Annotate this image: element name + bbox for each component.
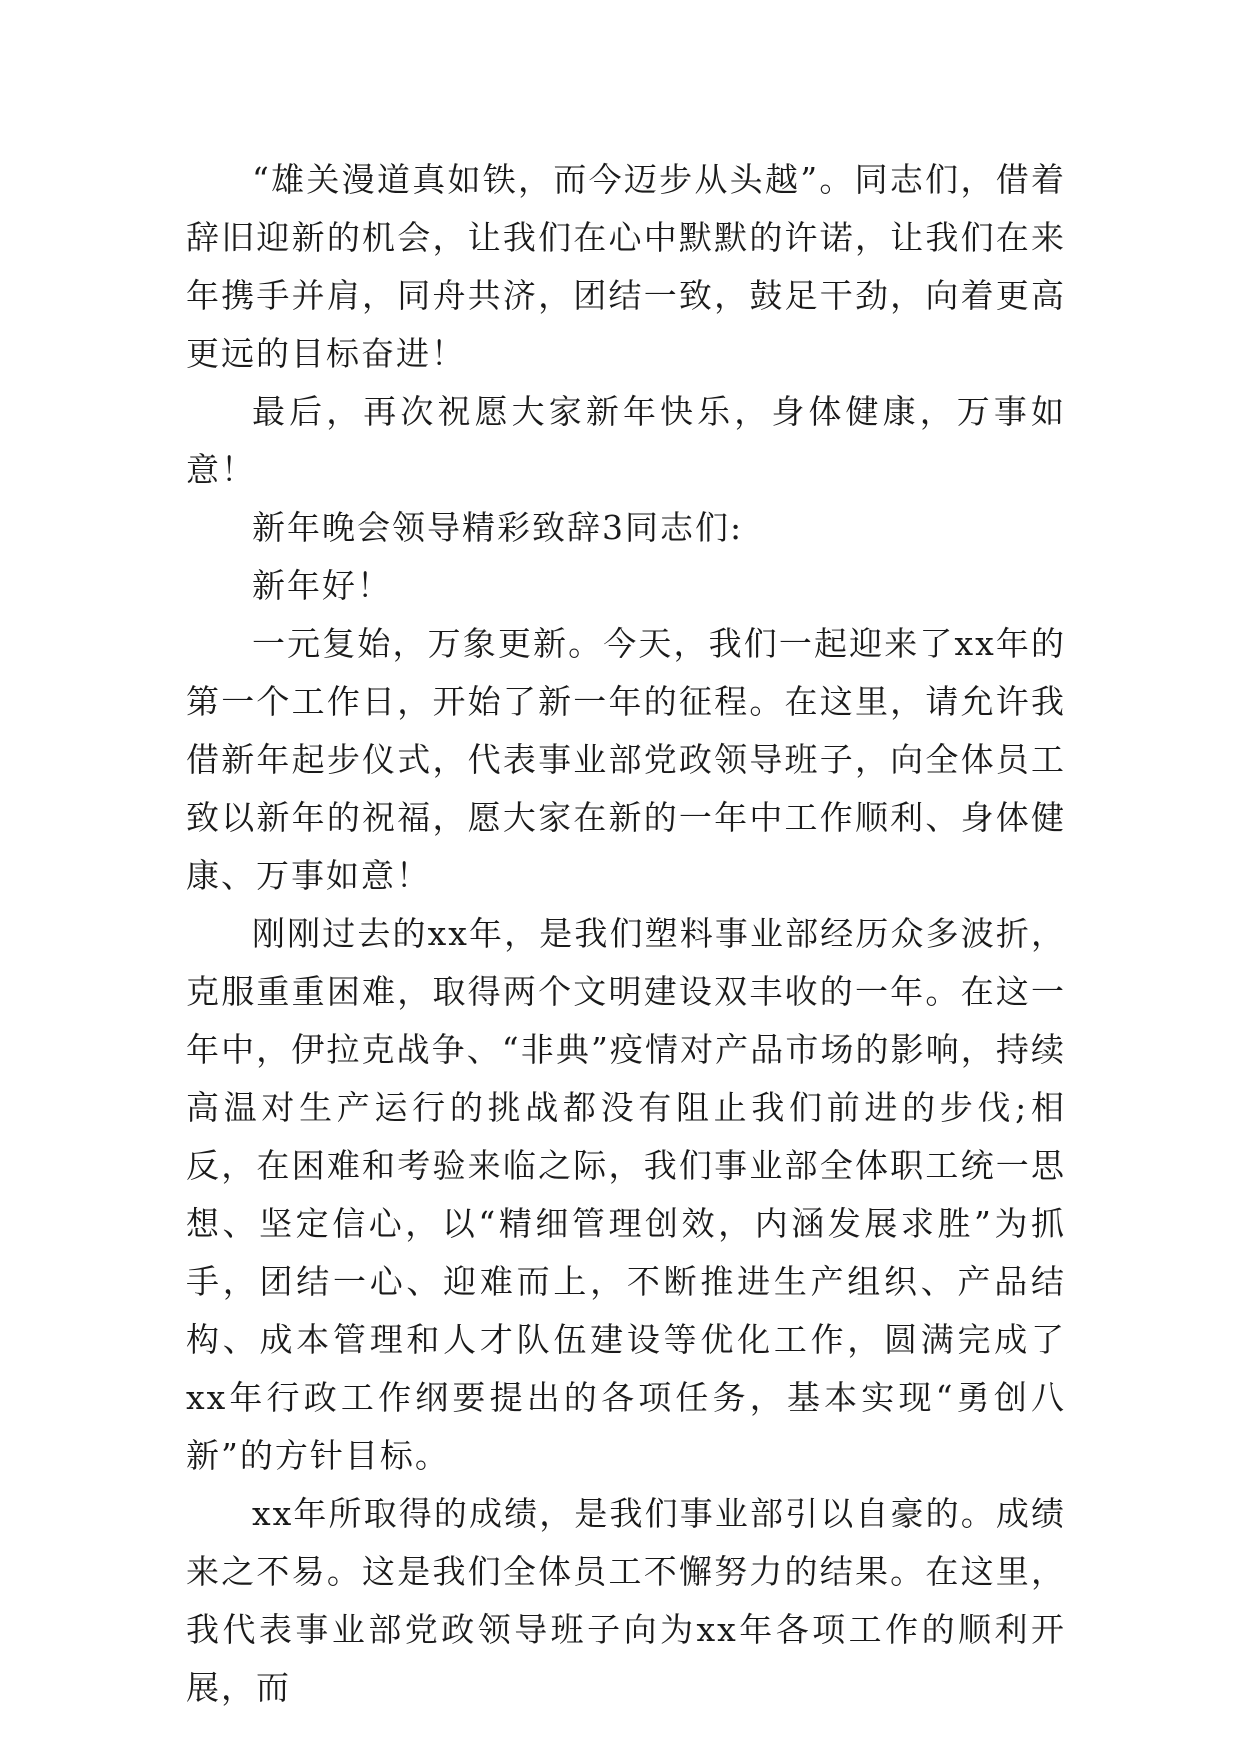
document-body	[186, 151, 1066, 1717]
paragraph-speech-heading: 新年晚会领导精彩致辞3同志们:	[252, 508, 744, 547]
paragraph-quote-opening: “雄关漫道真如铁，而今迈步从头越”。同志们，借着辞旧迎新的机会，让我们在心中默默的许诺，让我们在来年携手并肩，同舟共济，团结一致，鼓足干劲，向着更高更远的目标奋进！	[186, 160, 1066, 373]
paragraph-greeting: 新年好！	[252, 566, 392, 605]
paragraph-achievements: xx年所取得的成绩，是我们事业部引以自豪的。成绩来之不易。这是我们全体员工不懈努力的结果。在这里，我代表事业部党政领导班子向为xx年各项工作的顺利开展，而	[186, 1494, 1066, 1707]
paragraph-year-review: 刚刚过去的xx年，是我们塑料事业部经历众多波折，克服重重困难，取得两个文明建设双丰收的一年。在这一年中，伊拉克战争、“非典”疫情对产品市场的影响，持续高温对生产运行的挑战都没有阻止我们前进的步伐;相反，在困难和考验来临之际，我们事业部全体职工统一思想、坚定信心，以“精细管理创效，内涵发展求胜”为抓手，团结一心、迎难而上，不断推进生产组织、产品结构、成本管理和人才队伍建设等优化工作，圆满完成了xx年行政工作纲要提出的各项任务，基本实现“勇创八新”的方针目标。	[186, 914, 1066, 1475]
paragraph-new-year-opening: 一元复始，万象更新。今天，我们一起迎来了xx年的第一个工作日，开始了新一年的征程。在这里，请允许我借新年起步仪式，代表事业部党政领导班子，向全体员工致以新年的祝福，愿大家在新的一年中工作顺利、身体健康、万事如意！	[186, 624, 1066, 895]
paragraph-closing-wishes: 最后，再次祝愿大家新年快乐，身体健康，万事如意！	[186, 392, 1066, 489]
